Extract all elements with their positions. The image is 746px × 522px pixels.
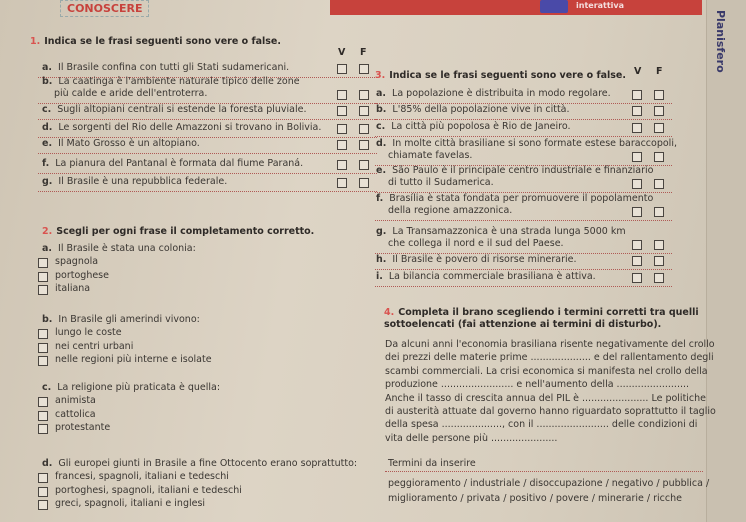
item-letter: b. <box>376 104 387 115</box>
item-line: La Transamazzonica è una strada lunga 5000 km <box>392 226 626 237</box>
option-checkbox[interactable] <box>38 487 48 497</box>
option-checkbox[interactable] <box>38 343 48 353</box>
question-label: Il Brasile è stata una colonia: <box>58 243 196 254</box>
exercise-number: 4. <box>384 307 395 318</box>
ex3-item-text <box>376 193 653 204</box>
item-line: della regione amazzonica. <box>388 205 513 216</box>
true-column-label: V <box>338 47 346 58</box>
true-checkbox[interactable] <box>632 123 642 133</box>
ex1-item-text <box>42 62 289 73</box>
false-checkbox[interactable] <box>359 124 369 134</box>
top-banner <box>330 0 702 15</box>
terms-line: miglioramento / privata / positivo / povere / minerarie / ricche <box>388 493 682 504</box>
option-label: protestante <box>55 422 111 433</box>
false-column-label: F <box>656 66 663 77</box>
ex3-item-text <box>376 104 570 115</box>
false-checkbox[interactable] <box>654 273 664 283</box>
terms-divider <box>385 471 703 472</box>
item-line: La popolazione è distribuita in modo regolare. <box>392 88 611 99</box>
item-letter: f. <box>376 193 384 204</box>
side-label: Planisfero <box>714 10 727 73</box>
ex1-item-text <box>42 176 227 187</box>
item-line: che collega il nord e il sud del Paese. <box>388 238 564 249</box>
ex3-item-text <box>376 271 596 282</box>
item-line: In molte città brasiliane si sono formate estese baraccopoli, <box>392 138 677 149</box>
true-checkbox[interactable] <box>632 256 642 266</box>
item-letter: c. <box>42 382 52 393</box>
exercise-title: sottoelencati (fai attenzione ai termini di disturbo). <box>384 319 662 330</box>
false-checkbox[interactable] <box>654 90 664 100</box>
dotted-divider <box>375 119 672 120</box>
false-checkbox[interactable] <box>359 106 369 116</box>
passage-line: scambi commerciali. La crisi economica si manifesta nel crollo della <box>385 365 708 377</box>
false-checkbox[interactable] <box>359 90 369 100</box>
item-line: Il Mato Grosso è un altopiano. <box>58 138 200 149</box>
option-checkbox[interactable] <box>38 258 48 268</box>
dotted-divider <box>375 269 672 270</box>
option-label: italiana <box>55 283 91 294</box>
ex3-item-text <box>388 205 512 216</box>
option-label: greci, spagnoli, italiani e inglesi <box>55 498 206 509</box>
true-column-label: V <box>634 66 642 77</box>
passage-line: Da alcuni anni l'economia brasiliana risente negativamente del crollo <box>385 339 715 350</box>
item-letter: c. <box>376 121 386 132</box>
passage-line: della spesa ...................., con il ........................ delle condizioni di <box>385 419 698 431</box>
item-letter: d. <box>42 122 53 133</box>
ex1-item-text <box>42 104 307 115</box>
option-checkbox[interactable] <box>38 411 48 421</box>
dotted-divider <box>38 173 377 174</box>
true-checkbox[interactable] <box>337 90 347 100</box>
dotted-divider <box>375 286 672 287</box>
true-checkbox[interactable] <box>337 106 347 116</box>
false-checkbox[interactable] <box>654 123 664 133</box>
ex3-item-text <box>376 165 653 176</box>
item-line: Brasília è stata fondata per promuovere il popolamento <box>389 193 654 204</box>
item-letter: h. <box>376 254 387 265</box>
item-line: La città più popolosa è Rio de Janeiro. <box>391 121 571 132</box>
question-label: In Brasile gli amerindi vivono: <box>58 314 200 325</box>
option-label: lungo le coste <box>55 327 122 338</box>
false-checkbox[interactable] <box>359 64 369 74</box>
option-label: spagnola <box>55 256 99 267</box>
item-letter: a. <box>376 88 387 99</box>
option-checkbox[interactable] <box>38 500 48 510</box>
exercise-title: Scegli per ogni frase il completamento corretto. <box>56 226 315 237</box>
item-line: Il Brasile è una repubblica federale. <box>58 176 228 187</box>
true-checkbox[interactable] <box>337 140 347 150</box>
option-checkbox[interactable] <box>38 285 48 295</box>
item-letter: d. <box>376 138 387 149</box>
passage-line: produzione ........................ e nell'aumento della ........................ <box>385 379 690 391</box>
exercise-3-title <box>375 70 626 81</box>
item-line: Le sorgenti del Rio delle Amazzoni si trovano in Bolivia. <box>58 122 322 133</box>
passage-line: Anche il tasso di crescita annua del PIL è ...................... Le politiche <box>385 392 707 404</box>
ex3-item-text <box>388 238 564 249</box>
item-line: Il Brasile è povero di risorse minerarie. <box>392 254 577 265</box>
item-line: chiamate favelas. <box>388 150 473 161</box>
option-label: animista <box>55 395 96 406</box>
true-checkbox[interactable] <box>337 160 347 170</box>
exercise-title: Indica se le frasi seguenti sono vere o false. <box>44 36 281 47</box>
false-checkbox[interactable] <box>359 140 369 150</box>
option-checkbox[interactable] <box>38 356 48 366</box>
question-text <box>42 458 357 469</box>
item-letter: a. <box>42 62 53 73</box>
false-checkbox[interactable] <box>654 207 664 217</box>
exercise-number: 3. <box>375 70 386 81</box>
option-checkbox[interactable] <box>38 397 48 407</box>
item-letter: e. <box>376 165 387 176</box>
item-letter: g. <box>376 226 387 237</box>
passage-line: dei prezzi delle materie prime .................... e del rallentamento degli <box>385 352 714 364</box>
exercise-title: Indica se le frasi seguenti sono vere o false. <box>389 70 626 81</box>
item-line: São Paulo è il principale centro industriale e finanziario <box>392 165 654 176</box>
item-line: di tutto il Sudamerica. <box>388 177 494 188</box>
true-checkbox[interactable] <box>632 90 642 100</box>
false-checkbox[interactable] <box>654 106 664 116</box>
ex3-item-text <box>376 121 571 132</box>
option-label: portoghese <box>55 269 109 281</box>
item-letter: e. <box>42 138 53 149</box>
question-label: La religione più praticata è quella: <box>57 382 221 393</box>
exercise-4-title <box>384 307 699 318</box>
question-text <box>42 314 200 325</box>
false-checkbox[interactable] <box>654 240 664 250</box>
true-checkbox[interactable] <box>632 240 642 250</box>
option-checkbox[interactable] <box>38 424 48 434</box>
ex1-item-text <box>42 76 300 87</box>
question-label: Gli europei giunti in Brasile a fine Ottocento erano soprattutto: <box>58 458 358 469</box>
item-line: La caatinga è l'ambiente naturale tipico delle zone <box>58 76 300 87</box>
item-letter: g. <box>42 176 53 187</box>
true-checkbox[interactable] <box>337 64 347 74</box>
item-line: La bilancia commerciale brasiliana è attiva. <box>388 271 596 282</box>
true-checkbox[interactable] <box>632 273 642 283</box>
exercise-1-title <box>30 36 281 47</box>
interactive-badge[interactable]: interattiva <box>576 1 625 10</box>
question-text <box>42 382 220 393</box>
true-checkbox[interactable] <box>632 179 642 189</box>
item-letter: a. <box>42 243 53 254</box>
dotted-divider <box>375 136 672 137</box>
false-column-label: F <box>360 47 367 58</box>
terms-line: peggioramento / industriale / disoccupazione / negativo / pubblica / <box>388 478 710 489</box>
item-line: L'85% della popolazione vive in città. <box>392 104 570 115</box>
ex3-item-text <box>388 150 472 161</box>
option-checkbox[interactable] <box>38 272 48 282</box>
item-letter: b. <box>42 76 53 87</box>
dotted-divider <box>38 191 377 192</box>
dotted-divider <box>38 153 377 154</box>
false-checkbox[interactable] <box>654 152 664 162</box>
pencil-icon <box>540 0 568 13</box>
item-letter: d. <box>42 458 53 469</box>
false-checkbox[interactable] <box>359 160 369 170</box>
passage-line: vita delle persone più ...................... <box>385 432 558 444</box>
passage-line: di austerità attuate dal governo hanno riguardato soprattutto il taglio <box>385 406 716 417</box>
exercise-number: 1. <box>30 36 41 47</box>
ex3-item-text <box>376 254 577 265</box>
option-checkbox[interactable] <box>38 473 48 483</box>
item-letter: c. <box>42 104 52 115</box>
side-tab <box>706 0 746 522</box>
item-line: Sugli altopiani centrali si estende la foresta pluviale. <box>57 104 307 115</box>
option-label: portoghesi, spagnoli, italiani e tedeschi <box>55 484 242 496</box>
ex3-item-text <box>376 226 626 237</box>
ex1-item-text <box>42 138 200 149</box>
option-label: cattolica <box>55 408 96 420</box>
true-checkbox[interactable] <box>632 106 642 116</box>
terms-label: Termini da inserire <box>388 458 476 469</box>
true-checkbox[interactable] <box>632 207 642 217</box>
ex3-item-text <box>376 138 677 149</box>
item-letter: f. <box>42 158 50 169</box>
option-label: francesi, spagnoli, italiani e tedeschi <box>55 471 229 482</box>
true-checkbox[interactable] <box>337 124 347 134</box>
exercise-4-title <box>384 319 661 330</box>
dotted-divider <box>375 220 672 221</box>
option-label: nelle regioni più interne e isolate <box>55 354 212 365</box>
false-checkbox[interactable] <box>359 178 369 188</box>
item-line: Il Brasile confina con tutti gli Stati sudamericani. <box>58 62 290 73</box>
true-checkbox[interactable] <box>632 152 642 162</box>
false-checkbox[interactable] <box>654 256 664 266</box>
ex1-item-text <box>42 122 321 133</box>
exercise-number: 2. <box>42 226 53 237</box>
section-label: CONOSCERE <box>60 0 149 17</box>
dotted-divider <box>38 119 377 120</box>
item-line: La pianura del Pantanal è formata dal fiume Paraná. <box>55 158 304 169</box>
ex1-item-text <box>42 158 303 169</box>
ex3-item-text <box>376 88 611 99</box>
ex3-item-text <box>388 177 494 188</box>
false-checkbox[interactable] <box>654 179 664 189</box>
item-letter: i. <box>376 271 383 282</box>
ex1-item-text <box>54 88 207 99</box>
exercise-title: Completa il brano scegliendo i termini corretti tra quelli <box>398 307 699 318</box>
question-text <box>42 243 196 254</box>
option-checkbox[interactable] <box>38 329 48 339</box>
item-line: più calde e aride dell'entroterra. <box>54 88 208 99</box>
exercise-2-title <box>42 226 314 237</box>
true-checkbox[interactable] <box>337 178 347 188</box>
option-label: nei centri urbani <box>55 340 134 352</box>
item-letter: b. <box>42 314 53 325</box>
